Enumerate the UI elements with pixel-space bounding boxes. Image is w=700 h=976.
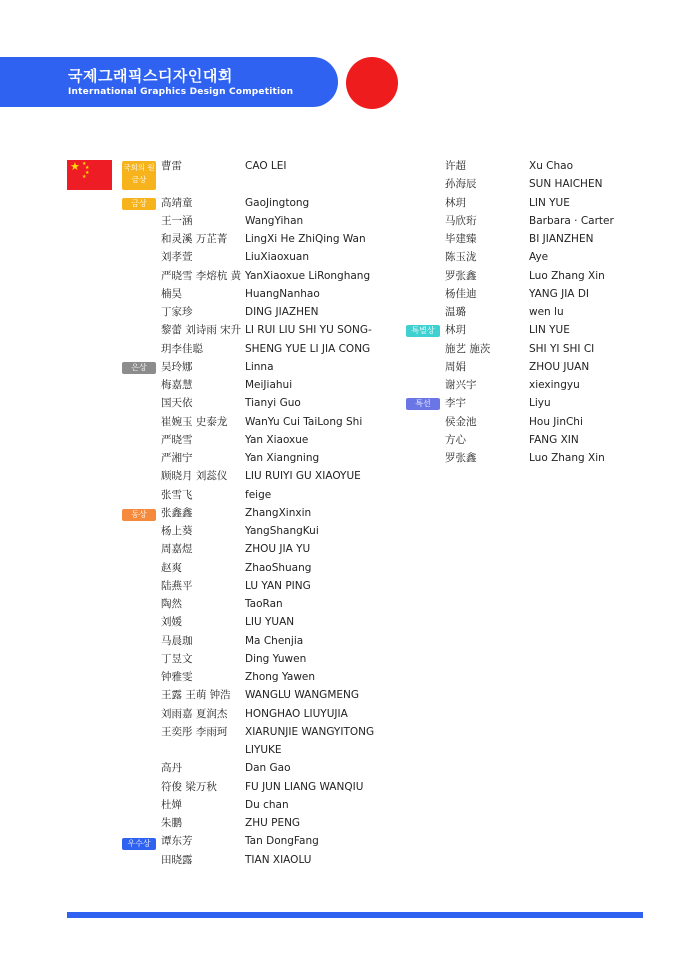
chinese-name: 马欣珩 [445, 214, 477, 227]
chinese-name: 刘孝萱 [161, 251, 193, 264]
chinese-name: 周嘉煜 [161, 543, 193, 556]
title-english: International Graphics Design Competition [68, 87, 294, 97]
chinese-name: 和灵溪 万芷菁 [161, 233, 228, 245]
romanized-name: CAO LEI [245, 160, 287, 172]
romanized-name: Yan Xiangning [245, 452, 320, 464]
romanized-name: HuangNanhao [245, 287, 320, 300]
chinese-name: 高靖童 [161, 196, 193, 209]
chinese-name: 侯金池 [445, 415, 477, 428]
romanized-name: LU YAN PING [245, 579, 311, 592]
chinese-name: 高丹 [161, 762, 182, 775]
red-circle-decoration [346, 57, 398, 109]
romanized-name: GaoJingtong [245, 196, 310, 209]
romanized-name: WangYihan [245, 214, 304, 227]
chinese-name: 张雪飞 [161, 488, 193, 501]
romanized-name: DING JIAZHEN [245, 306, 319, 318]
badge-gold: 금상 [122, 198, 156, 210]
badge-silver: 은상 [122, 362, 156, 374]
chinese-name: 马晨珈 [161, 634, 193, 647]
chinese-name: 李宇 [445, 397, 466, 410]
romanized-name: LIN YUE [529, 196, 570, 209]
romanized-name: MeiJiahui [245, 379, 293, 391]
romanized-name: LiuXiaoxuan [245, 251, 310, 264]
romanized-name: feige [245, 488, 272, 501]
chinese-name: 楠昊 [161, 287, 182, 300]
romanized-name: ZHOU JUAN [529, 360, 590, 373]
romanized-name: FANG XIN [529, 433, 579, 446]
romanized-name: ZhangXinxin [245, 506, 312, 519]
chinese-name: 罗张鑫 [445, 452, 477, 464]
romanized-name: Luo Zhang Xin [529, 269, 605, 282]
romanized-name: Ma Chenjia [245, 634, 304, 647]
chinese-name: 陈玉泷 [445, 251, 477, 264]
badge-excellence: 우수상 [122, 838, 156, 850]
romanized-name: FU JUN LIANG WANQIU [245, 780, 364, 793]
romanized-name: YANG JIA DI [529, 287, 590, 300]
romanized-name: LingXi He ZhiQing Wan [245, 233, 366, 245]
chinese-name: 方心 [445, 433, 466, 446]
romanized-name: WanYu Cui TaiLong Shi [245, 415, 363, 428]
romanized-name: Aye [529, 251, 549, 264]
chinese-name: 林玥 [445, 196, 466, 209]
romanized-name: Linna [245, 360, 274, 373]
romanized-name: HONGHAO LIUYUJIA [245, 707, 348, 720]
romanized-name: Tan DongFang [245, 835, 319, 848]
title-korean: 국제그래픽스디자인대회 [68, 67, 233, 85]
chinese-name: 谭东芳 [161, 835, 193, 848]
romanized-name: ZHOU JIA YU [245, 543, 311, 556]
footer-bar [67, 912, 643, 918]
chinese-name: 梅嘉慧 [161, 379, 193, 391]
chinese-name: 符俊 梁万秋 [161, 780, 217, 793]
chinese-name: 陆燕平 [161, 579, 193, 592]
romanized-name: Tianyi Guo [245, 397, 301, 410]
romanized-name: LIN YUE [529, 324, 570, 337]
romanized-name: XIARUNJIE WANGYITONG [245, 725, 375, 738]
chinese-name: 丁昱文 [161, 652, 193, 665]
chinese-name: 朱鹏 [161, 817, 182, 829]
romanized-name: YangShangKui [245, 525, 319, 537]
romanized-name: Zhong Yawen [245, 671, 316, 683]
romanized-name: Xu Chao [529, 160, 574, 172]
china-flag-icon: ★ ★ ★ ★ ★ [67, 160, 112, 190]
badge-bronze: 동상 [122, 509, 156, 521]
chinese-name: 罗张鑫 [445, 269, 477, 282]
chinese-name: 张鑫鑫 [161, 506, 193, 519]
romanized-name: SUN HAICHEN [529, 178, 603, 191]
romanized-name: Hou JinChi [529, 415, 583, 428]
chinese-name: 刘雨嘉 夏润杰 [161, 707, 228, 720]
romanized-name: wen lu [529, 306, 564, 318]
chinese-name: 杜婵 [161, 798, 182, 811]
chinese-name: 温璐 [445, 306, 466, 318]
romanized-name: Luo Zhang Xin [529, 452, 605, 464]
romanized-name: xiexingyu [529, 379, 580, 391]
romanized-name: Yan Xiaoxue [245, 433, 309, 446]
chinese-name: 严晓雪 李熔杭 黄 [161, 269, 242, 282]
chinese-name: 吴玲娜 [161, 360, 193, 373]
romanized-name: SHI YI SHI CI [529, 342, 595, 355]
chinese-name: 陶然 [161, 598, 182, 610]
chinese-name: 黎蕾 刘诗雨 宋升 [161, 324, 242, 337]
badge-selected: 특선 [406, 398, 440, 410]
romanized-name: LIU RUIYI GU XIAOYUE [245, 470, 361, 483]
chinese-name: 顾晓月 刘蕊仪 [161, 470, 228, 483]
chinese-name: 崔婉玉 史泰龙 [161, 415, 228, 428]
chinese-name: 孙海辰 [445, 178, 477, 191]
romanized-name: LI RUI LIU SHI YU SONG- [245, 324, 372, 337]
chinese-name: 谢兴宇 [445, 379, 477, 391]
chinese-name: 王露 王萌 钟浩 [161, 689, 231, 702]
romanized-name: TIAN XIAOLU [245, 853, 312, 866]
chinese-name: 杨佳迪 [445, 287, 477, 300]
chinese-name: 王奕彤 李雨珂 [161, 725, 228, 738]
romanized-name: Ding Yuwen [245, 652, 307, 665]
chinese-name: 王一涵 [161, 214, 193, 227]
romanized-name: LIYUKE [245, 744, 282, 756]
chinese-name: 严湘宁 [161, 452, 193, 464]
romanized-name: SHENG YUE LI JIA CONG [245, 342, 371, 355]
romanized-name: ZHU PENG [245, 817, 301, 829]
chinese-name: 杨上葵 [161, 525, 193, 537]
romanized-name: Dan Gao [245, 762, 291, 775]
romanized-name: LIU YUAN [245, 616, 295, 629]
chinese-name: 许超 [445, 160, 466, 172]
romanized-name: Liyu [529, 397, 551, 410]
chinese-name: 周娟 [445, 360, 466, 373]
header-banner [0, 57, 338, 107]
chinese-name: 玥李佳聪 [161, 342, 203, 355]
badge-grand-prize: 국회의 원 금상 [122, 161, 156, 190]
chinese-name: 曹雷 [161, 160, 182, 172]
badge-special: 특별상 [406, 325, 440, 337]
chinese-name: 国天依 [161, 397, 193, 410]
romanized-name: TaoRan [245, 598, 283, 610]
chinese-name: 毕建臻 [445, 233, 477, 245]
chinese-name: 严晓雪 [161, 433, 193, 446]
chinese-name: 丁家珍 [161, 306, 193, 318]
chinese-name: 钟雅雯 [161, 671, 193, 683]
romanized-name: Barbara · Carter [529, 214, 614, 227]
romanized-name: WANGLU WANGMENG [245, 689, 359, 702]
chinese-name: 赵爽 [161, 561, 182, 574]
romanized-name: YanXiaoxue LiRonghang [245, 269, 371, 282]
chinese-name: 林玥 [445, 324, 466, 337]
romanized-name: ZhaoShuang [245, 561, 312, 574]
romanized-name: BI JIANZHEN [529, 233, 594, 245]
chinese-name: 施艺 施茨 [445, 342, 491, 355]
chinese-name: 田晓露 [161, 853, 193, 866]
romanized-name: Du chan [245, 798, 289, 811]
chinese-name: 刘媛 [161, 616, 182, 629]
